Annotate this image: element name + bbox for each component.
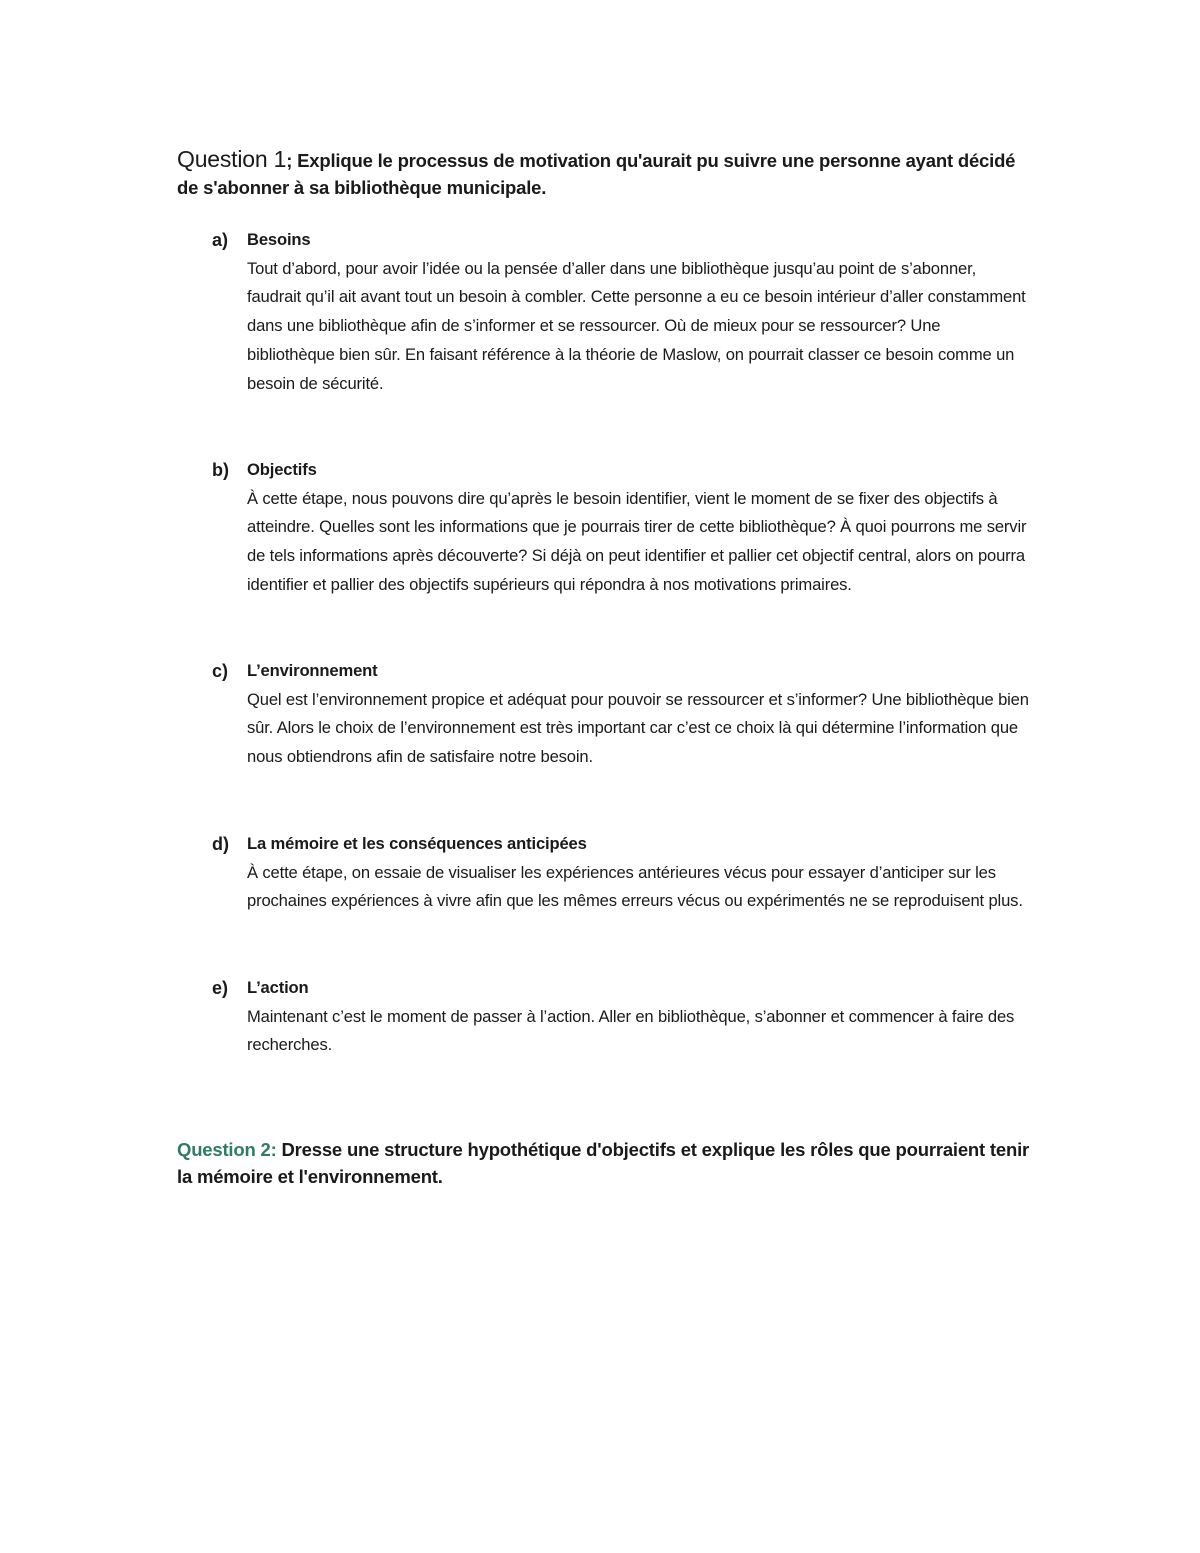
list-item-title: La mémoire et les conséquences anticipées bbox=[247, 834, 587, 853]
list-item-marker: b) bbox=[212, 460, 229, 480]
list-item-title: L’action bbox=[247, 978, 309, 997]
list-item-title: Objectifs bbox=[247, 460, 317, 479]
question-2-text: Dresse une structure hypothétique d'objectifs et explique les rôles que pourraient tenir la mémoire et l'environnement. bbox=[177, 1139, 1030, 1187]
list-item-marker: a) bbox=[212, 230, 229, 250]
list-item-text: Quel est l’environnement propice et adéquat pour pouvoir se ressourcer et s’informer? Une bibliothèque bien sûr. Alors le choix de l’environnement est très important car c’est ce choix là qui détermine l’information que nous obtiendrons afin de satisfaire notre besoin. bbox=[247, 689, 1029, 767]
list-item-body bbox=[247, 456, 1032, 600]
question-2 bbox=[177, 1136, 1037, 1190]
question-1-separator: ; bbox=[286, 150, 293, 171]
list-item-body bbox=[247, 226, 1032, 398]
list-item-title: Besoins bbox=[247, 230, 311, 249]
list-item-body bbox=[247, 657, 1032, 772]
list-item-body bbox=[247, 830, 1032, 916]
list-item-text: À cette étape, nous pouvons dire qu’après le besoin identifier, vient le moment de se fixer des objectifs à atteindre. Quelles sont les informations que je pourrais tirer de cette bibliothèque? À quoi pourrons me servir de tels informations après découverte? Si déjà on peut identifier et pallier cet objectif central, alors on pourra identifier et pallier des objectifs supérieurs qui répondra à nos motivations primaires. bbox=[247, 488, 1027, 594]
list-item-text: Tout d’abord, pour avoir l’idée ou la pensée d’aller dans une bibliothèque jusqu’au point de s’abonner, faudrait qu’il ait avant tout un besoin à combler. Cette personne a eu ce besoin intérieur d’aller constamment dans une bibliothèque afin de s’informer et se ressourcer. Où de mieux pour se ressourcer? Une bibliothèque bien sûr. En faisant référence à la théorie de Maslow, on pourrait classer ce besoin comme un besoin de sécurité. bbox=[247, 258, 1026, 393]
list-item-body bbox=[247, 974, 1032, 1060]
list-item-marker: c) bbox=[212, 661, 229, 681]
question-1-text: Explique le processus de motivation qu'aurait pu suivre une personne ayant décidé de s'abonner à sa bibliothèque municipale. bbox=[177, 150, 1016, 198]
list-item-marker: d) bbox=[212, 834, 229, 854]
question-1-label: Question 1 bbox=[177, 146, 287, 172]
list-item-text: Maintenant c’est le moment de passer à l’action. Aller en bibliothèque, s’abonner et commencer à faire des recherches. bbox=[247, 1006, 1015, 1055]
question-1 bbox=[177, 146, 1037, 201]
list-item-title: L’environnement bbox=[247, 661, 378, 680]
list-item-marker: e) bbox=[212, 978, 229, 998]
question-2-label: Question 2: bbox=[177, 1139, 277, 1160]
list-item-text: À cette étape, on essaie de visualiser les expériences antérieures vécus pour essayer d’anticiper sur les prochaines expériences à vivre afin que les mêmes erreurs vécus ou expérimentés ne se reproduisent plus. bbox=[247, 862, 1023, 911]
